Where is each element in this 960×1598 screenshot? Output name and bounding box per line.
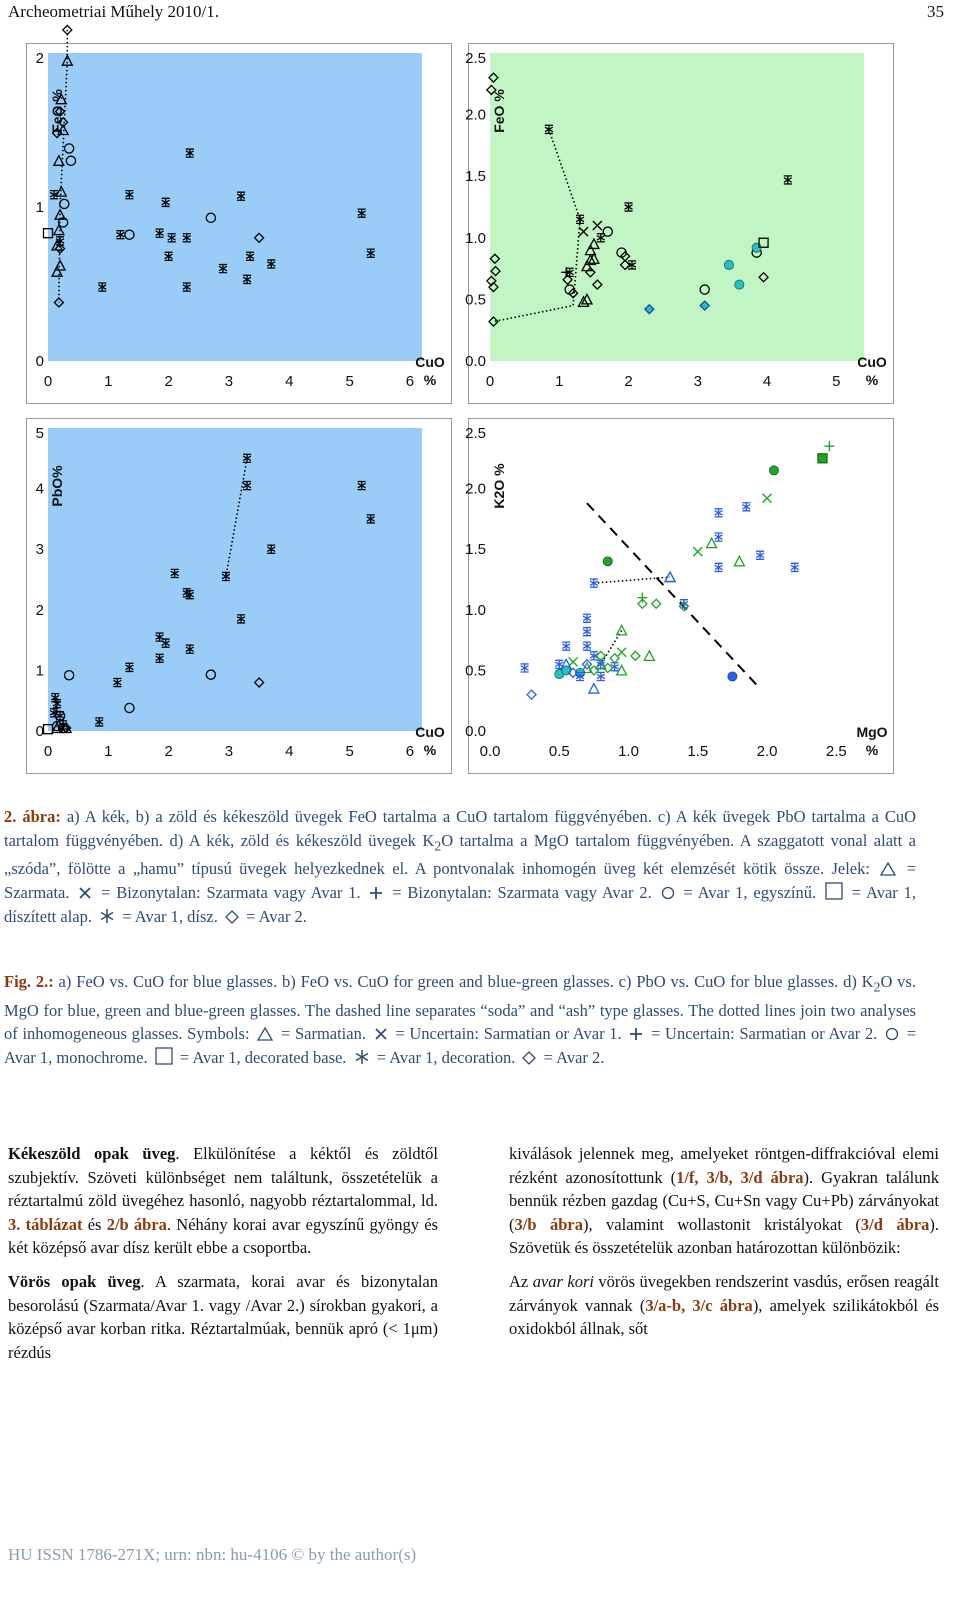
caption-part: a) A kék, b) a zöld és kékeszöld üvegek FeO tartalma a CuO tartalom függvényében. c) A kék üvegek PbO tartalma a CuO tartalom függvényében. d) A kék, zöld és kékeszöld üvegek K bbox=[4, 807, 916, 850]
x-tick-label: 4 bbox=[762, 373, 772, 390]
chart-d-svg bbox=[465, 418, 894, 774]
body-column-right bbox=[509, 1142, 939, 1351]
data-point-circle bbox=[724, 260, 733, 269]
triangle-symbol-icon bbox=[880, 862, 896, 876]
chart-panel-b bbox=[465, 43, 894, 404]
y-tick-label: 1.0 bbox=[465, 229, 486, 247]
plot-area bbox=[48, 428, 422, 731]
subscript: 2 bbox=[873, 979, 881, 995]
figure-caption-hungarian bbox=[4, 805, 916, 928]
asterisk-symbol-icon bbox=[99, 908, 115, 924]
text: Az bbox=[509, 1271, 533, 1291]
figure-reference-link[interactable]: 3/a-b, 3/c ábra bbox=[645, 1295, 753, 1315]
data-point-circle bbox=[735, 280, 744, 289]
x-tick-label: 1.0 bbox=[618, 743, 639, 760]
text: ), amelyek szilikátokból és oxidokból állnak, sőt bbox=[509, 1295, 939, 1339]
y-axis-label: FeO % bbox=[49, 89, 65, 133]
y-axis-label: K2O % bbox=[491, 463, 507, 509]
x-tick-label: 2 bbox=[164, 373, 173, 390]
caption-part: O tartalma a MgO tartalom függvényében. A szaggatott vonal alatt a „szóda”, fölötte a „hamu” típusú üvegek helyezkednek el. A pontvonalak inhomogén üveg két elemzését kötik össze. Jelek: bbox=[4, 830, 916, 879]
symbol-meaning: = Bizonytalan: Szarmata vagy Avar 2. bbox=[386, 883, 652, 903]
caption-part: a) FeO vs. CuO for blue glasses. b) FeO vs. CuO for green and blue-green glasses. c) PbO vs. CuO for blue glasses. d) K bbox=[53, 972, 874, 991]
symbol-meaning: = Avar 2. bbox=[539, 1048, 605, 1068]
y-tick-label: 1.0 bbox=[465, 601, 486, 619]
symbol-meaning: = Uncertain: Sarmatian or Avar 2. bbox=[646, 1024, 878, 1044]
caption-label: Fig. 2.: bbox=[4, 972, 54, 991]
symbol-meaning: = Avar 1, díszített alap. bbox=[4, 883, 916, 926]
x-tick-label: 0.5 bbox=[548, 743, 570, 760]
caption-part: O vs. MgO for blue, green and blue-green glasses. The dashed line separates “soda” and “ash” type glasses. The dotted lines join two analyses of inhomogeneous glasses. Symbols: bbox=[4, 972, 916, 1044]
chart-panel-a bbox=[26, 43, 452, 404]
body-column-left bbox=[8, 1142, 438, 1374]
x-tick-label: 1.5 bbox=[687, 743, 709, 760]
data-point-circle bbox=[769, 466, 778, 475]
page-footer: HU ISSN 1786-271X; urn: nbn: hu-4106 © by the author(s) bbox=[8, 1545, 417, 1564]
x-axis-label: MgO bbox=[856, 724, 888, 740]
plot-area bbox=[48, 53, 422, 361]
x-axis-unit: % bbox=[865, 372, 879, 388]
paragraph-heading: Kékeszöld opak üveg bbox=[8, 1144, 176, 1163]
y-tick-label: 2.0 bbox=[465, 106, 486, 124]
symbol-meaning: = Avar 1, monochrome. bbox=[4, 1024, 917, 1068]
chart-panel-c bbox=[26, 418, 452, 774]
y-tick-label: 2.5 bbox=[465, 50, 486, 67]
x-symbol-icon bbox=[374, 1027, 388, 1041]
y-axis-label: PbO% bbox=[49, 465, 65, 507]
chart-a-svg bbox=[26, 43, 452, 404]
paragraph bbox=[509, 1270, 939, 1341]
italic-text: avar kori bbox=[532, 1271, 594, 1291]
text: vörös üvegekben rendszerint vasdús, erősen reagált zárványok vannak ( bbox=[509, 1271, 939, 1315]
text: ). Gyakran találunk bennük rézben gazdag (Cu+S, Cu+Sn vagy Cu+Pb) zárványokat ( bbox=[509, 1167, 939, 1234]
x-tick-label: 0 bbox=[43, 743, 53, 760]
x-tick-label: 2.0 bbox=[756, 743, 778, 760]
y-tick-label: 1 bbox=[35, 199, 44, 216]
y-axis-label: FeO % bbox=[491, 89, 507, 133]
x-tick-label: 2.5 bbox=[825, 743, 847, 760]
subscript: 2 bbox=[434, 837, 442, 853]
plot-area bbox=[490, 428, 864, 731]
x-tick-label: 5 bbox=[345, 743, 354, 760]
x-axis-label: CuO bbox=[857, 354, 887, 370]
y-tick-label: 0 bbox=[35, 353, 44, 370]
x-axis-label: CuO bbox=[415, 724, 445, 740]
x-tick-label: 0.0 bbox=[479, 743, 501, 760]
chart-b-svg bbox=[465, 43, 894, 404]
y-tick-label: 0.0 bbox=[465, 353, 486, 370]
x-tick-label: 3 bbox=[224, 373, 234, 390]
symbol-meaning: = Avar 1, decoration. bbox=[372, 1048, 516, 1068]
x-tick-label: 1 bbox=[104, 743, 113, 760]
y-tick-label: 1.5 bbox=[465, 541, 486, 559]
y-tick-label: 2.5 bbox=[465, 425, 486, 442]
x-tick-label: 1 bbox=[555, 373, 564, 390]
text: ). Szövetük és összetételük azonban határozottan különbözik: bbox=[509, 1214, 940, 1258]
x-tick-label: 6 bbox=[405, 373, 415, 390]
figure-reference-link[interactable]: 2/b ábra bbox=[106, 1214, 167, 1234]
data-point-square bbox=[818, 454, 827, 463]
page-header bbox=[8, 2, 944, 26]
figure-reference-link[interactable]: 1/f, 3/b, 3/d ábra bbox=[676, 1167, 804, 1187]
caption-text bbox=[4, 807, 916, 926]
y-tick-label: 2 bbox=[35, 50, 44, 67]
symbol-meaning: = Szarmata. bbox=[4, 859, 916, 903]
y-tick-label: 5 bbox=[35, 425, 44, 442]
text: ), valamint wollastonit kristályokat ( bbox=[582, 1214, 861, 1234]
plus-symbol-icon bbox=[369, 886, 383, 900]
text: kiválások jelennek meg, amelyeket röntgen-diffrakcióval elemi rézként azonosítottunk ( bbox=[509, 1144, 939, 1187]
x-axis-unit: % bbox=[865, 742, 879, 758]
x-tick-label: 4 bbox=[285, 743, 294, 760]
y-tick-label: 4 bbox=[35, 480, 44, 498]
circle-symbol-icon bbox=[661, 886, 675, 900]
x-tick-label: 6 bbox=[405, 743, 415, 760]
x-tick-label: 0 bbox=[43, 373, 53, 390]
y-tick-label: 3 bbox=[35, 541, 44, 559]
data-point-circle bbox=[603, 557, 612, 566]
caption-label: 2. ábra: bbox=[4, 807, 61, 826]
x-tick-label: 2 bbox=[624, 373, 633, 390]
paragraph bbox=[8, 1270, 438, 1364]
data-point-circle bbox=[728, 672, 737, 681]
symbol-meaning: = Sarmatian. bbox=[276, 1024, 366, 1044]
figure-reference-link[interactable]: 3/b ábra bbox=[514, 1214, 583, 1234]
text: és bbox=[82, 1214, 107, 1234]
square-symbol-icon bbox=[825, 882, 843, 900]
plot-area bbox=[490, 53, 864, 361]
x-symbol-icon bbox=[78, 886, 92, 900]
y-tick-label: 2.0 bbox=[465, 480, 486, 498]
x-axis-label: CuO bbox=[415, 354, 445, 370]
y-tick-label: 0.0 bbox=[465, 723, 486, 740]
paragraph bbox=[509, 1142, 939, 1260]
x-axis-unit: % bbox=[423, 742, 437, 758]
diamond-symbol-icon bbox=[522, 1051, 536, 1065]
x-tick-label: 1 bbox=[104, 373, 113, 390]
symbol-meaning: = Bizonytalan: Szarmata vagy Avar 1. bbox=[95, 883, 361, 903]
symbol-meaning: = Avar 1, dísz. bbox=[118, 906, 218, 926]
caption-text bbox=[4, 972, 916, 1067]
figure-caption-english bbox=[4, 970, 916, 1070]
asterisk-symbol-icon bbox=[354, 1049, 370, 1065]
chart-c-svg bbox=[26, 418, 452, 774]
symbol-meaning: = Avar 1, egyszínű. bbox=[677, 883, 817, 903]
y-tick-label: 2 bbox=[35, 601, 44, 619]
symbol-meaning: = Avar 1, decorated base. bbox=[175, 1048, 347, 1068]
paragraph-heading: Vörös opak üveg bbox=[8, 1271, 141, 1291]
y-tick-label: 1 bbox=[35, 662, 44, 680]
plus-symbol-icon bbox=[629, 1027, 643, 1041]
page-number: 35 bbox=[927, 2, 944, 21]
paragraph bbox=[8, 1142, 438, 1260]
symbol-meaning: = Avar 2. bbox=[241, 906, 307, 926]
text: . A szarmata, korai avar és bizonytalan besorolású (Szarmata/Avar 1. vagy /Avar 2.) sírokban gyakori, a középső avar korban ritka. Réztartalmúak, bennük apró (< 1μm) rézdús bbox=[8, 1271, 438, 1362]
x-tick-label: 5 bbox=[832, 373, 841, 390]
x-axis-unit: % bbox=[423, 372, 437, 388]
x-tick-label: 3 bbox=[693, 373, 702, 390]
y-tick-label: 0.5 bbox=[465, 291, 486, 309]
square-symbol-icon bbox=[155, 1047, 173, 1065]
table-reference-link[interactable]: 3. táblázat bbox=[8, 1214, 83, 1234]
diamond-symbol-icon bbox=[225, 910, 239, 924]
triangle-symbol-icon bbox=[257, 1027, 273, 1041]
text: . Elkülönítése a kéktől és zöldtől szubjektív. Szöveti különbséget nem találtunk, összetételük a réztartalmú zöld üvegéhez hasonló, nagyobb réztartalommal, ld. bbox=[8, 1144, 438, 1211]
y-tick-label: 0 bbox=[35, 723, 44, 740]
text: . Néhány korai avar egyszínű gyöngy és két középső avar dísz került ebbe a csoportba. bbox=[8, 1214, 439, 1258]
y-tick-label: 1.5 bbox=[465, 168, 486, 186]
chart-panel-d bbox=[465, 418, 894, 774]
symbol-meaning: = Uncertain: Sarmatian or Avar 1. bbox=[390, 1024, 622, 1044]
y-tick-label: 0.5 bbox=[465, 662, 486, 680]
x-tick-label: 2 bbox=[164, 743, 173, 760]
x-tick-label: 3 bbox=[224, 743, 234, 760]
circle-symbol-icon bbox=[885, 1027, 899, 1041]
x-tick-label: 0 bbox=[485, 373, 495, 390]
journal-title: Archeometriai Műhely 2010/1. bbox=[8, 2, 220, 21]
figure-reference-link[interactable]: 3/d ábra bbox=[860, 1214, 930, 1234]
x-tick-label: 5 bbox=[345, 373, 354, 390]
x-tick-label: 4 bbox=[285, 373, 294, 390]
